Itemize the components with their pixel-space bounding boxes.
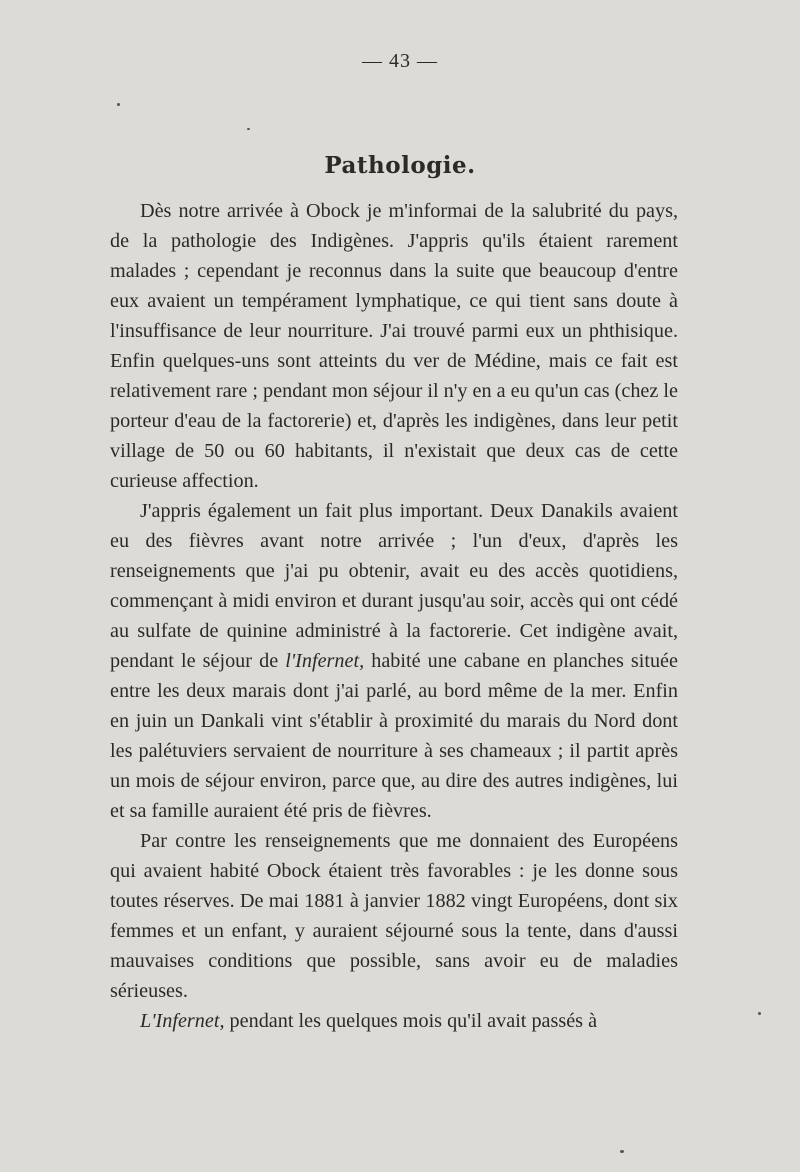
paragraph xyxy=(110,826,678,1006)
ship-name: L'Infernet, xyxy=(140,1010,225,1032)
paragraph-text: J'appris également un fait plus important. Deux Danakils avaient eu des fièvres avant notre arrivée ; l'un d'eux, d'après les renseignements que j'ai pu obtenir, avait eu des accès quotidiens, commençant à midi environ et durant jusqu'au soir, accès qui ont cédé au sulfate de quinine administré à la factorerie. Cet indigène avait, pendant le séjour de xyxy=(110,500,678,672)
paragraph-text: habité une cabane en planches située entre les deux marais dont j'ai parlé, au bord même de la mer. Enfin en juin un Dankali vint s'établir à proximité du marais du Nord dont les palétuviers servaient de nourriture à ses chameaux ; il partit après un mois de séjour environ, parce que, au dire des autres indigènes, lui et sa famille auraient été pris de fièvres. xyxy=(110,650,678,822)
paragraph-text: Par contre les renseignements que me donnaient des Européens qui avaient habité Obock étaient très favorables : je les donne sous toutes réserves. De mai 1881 à janvier 1882 vingt Européens, dont six femmes et un enfant, y auraient séjourné sous la tente, dans d'aussi mauvaises conditions que possible, sans avoir eu de maladies sérieuses. xyxy=(110,830,678,1002)
body-text xyxy=(110,196,678,1036)
paper-speck xyxy=(758,1012,761,1015)
paragraph xyxy=(110,496,678,826)
paper-speck xyxy=(620,1150,624,1153)
paragraph-text: pendant les quelques mois qu'il avait passés à xyxy=(224,1010,598,1032)
paper-speck xyxy=(117,103,120,106)
paragraph xyxy=(110,196,678,496)
section-heading: Pathologie. xyxy=(324,152,476,179)
page-number: — 43 — xyxy=(362,50,438,72)
paragraph-text: Dès notre arrivée à Obock je m'informai de la salubrité du pays, de la pathologie des Indigènes. J'appris qu'ils étaient rarement malades ; cependant je reconnus dans la suite que beaucoup d'entre eux avaient un tempérament lymphatique, ce qui tient sans doute à l'insuffisance de leur nourriture. J'ai trouvé parmi eux un phthisique. Enfin quelques-uns sont atteints du ver de Médine, mais ce fait est relativement rare ; pendant mon séjour il n'y en a eu qu'un cas (chez le porteur d'eau de la factorerie) et, d'après les indigènes, dans leur petit village de 50 ou 60 habitants, il n'existait que deux cas de cette curieuse affection. xyxy=(110,200,678,492)
ship-name: l'Infernet, xyxy=(285,650,365,672)
paper-speck xyxy=(247,128,250,130)
paragraph xyxy=(110,1006,678,1036)
